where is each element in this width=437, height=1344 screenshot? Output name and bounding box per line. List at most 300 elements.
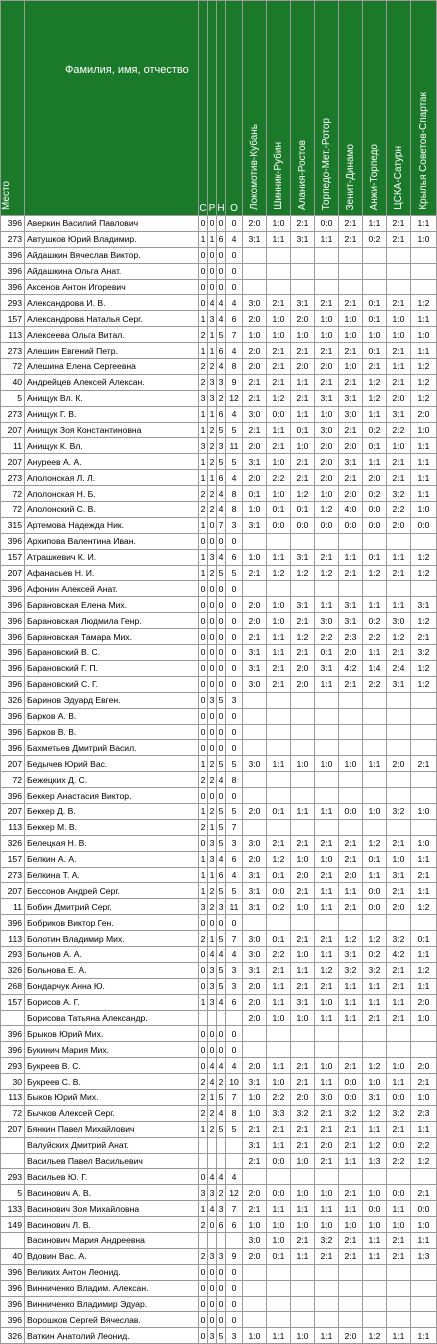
cell-s[interactable]: 0 (199, 1296, 208, 1312)
cell-s[interactable]: 1 (199, 406, 208, 422)
cell-result-7[interactable] (387, 708, 411, 724)
cell-name[interactable]: Бежецких Д. С. (25, 772, 199, 788)
cell-result-2[interactable]: 1:2 (267, 565, 291, 581)
cell-result-5[interactable] (339, 772, 363, 788)
cell-result-4[interactable]: 1:1 (315, 1328, 339, 1344)
cell-o[interactable]: 8 (226, 486, 243, 502)
cell-result-3[interactable]: 1:1 (291, 1201, 315, 1217)
cell-s[interactable]: 2 (199, 1248, 208, 1264)
cell-result-2[interactable]: 1:0 (267, 1074, 291, 1090)
cell-result-8[interactable]: 2:1 (411, 629, 437, 645)
cell-r[interactable]: 0 (208, 629, 217, 645)
cell-result-6[interactable] (363, 533, 387, 549)
cell-o[interactable]: 0 (226, 708, 243, 724)
cell-result-6[interactable]: 1:2 (363, 565, 387, 581)
cell-result-8[interactable] (411, 1264, 437, 1280)
cell-result-6[interactable]: 2:1 (363, 359, 387, 375)
cell-result-4[interactable]: 1:1 (315, 1074, 339, 1090)
cell-result-2[interactable]: 2:1 (267, 660, 291, 676)
cell-o[interactable]: 0 (226, 740, 243, 756)
cell-result-2[interactable]: 1:1 (267, 994, 291, 1010)
cell-o[interactable]: 5 (226, 1121, 243, 1137)
cell-result-4[interactable]: 2:1 (315, 1248, 339, 1264)
cell-n[interactable]: 5 (217, 883, 226, 899)
cell-n[interactable]: 0 (217, 676, 226, 692)
cell-result-2[interactable]: 1:0 (267, 613, 291, 629)
cell-n[interactable]: 4 (217, 1058, 226, 1074)
cell-s[interactable]: 2 (199, 486, 208, 502)
cell-result-2[interactable] (267, 915, 291, 931)
cell-result-7[interactable]: 1:1 (387, 359, 411, 375)
cell-name[interactable]: Васильев Ю. Г. (25, 1169, 199, 1185)
cell-r[interactable]: 3 (208, 374, 217, 390)
cell-result-6[interactable]: 0:1 (363, 311, 387, 327)
cell-result-2[interactable] (267, 263, 291, 279)
cell-n[interactable]: 0 (217, 597, 226, 613)
cell-result-8[interactable] (411, 279, 437, 295)
cell-result-1[interactable] (243, 724, 267, 740)
cell-result-7[interactable]: 0:0 (387, 1137, 411, 1153)
cell-place[interactable]: 273 (1, 231, 25, 247)
cell-result-3[interactable] (291, 1312, 315, 1328)
cell-result-7[interactable] (387, 724, 411, 740)
cell-s[interactable]: 2 (199, 327, 208, 343)
cell-n[interactable]: 4 (217, 502, 226, 518)
cell-result-4[interactable]: 2:1 (315, 343, 339, 359)
cell-result-8[interactable]: 1:2 (411, 549, 437, 565)
cell-result-3[interactable] (291, 533, 315, 549)
cell-result-1[interactable]: 2:1 (243, 1153, 267, 1169)
cell-name[interactable]: Васинович А. В. (25, 1185, 199, 1201)
cell-result-5[interactable]: 0:0 (339, 1089, 363, 1105)
cell-result-3[interactable] (291, 581, 315, 597)
cell-result-2[interactable]: 0:1 (267, 867, 291, 883)
cell-result-2[interactable] (267, 1026, 291, 1042)
cell-result-2[interactable]: 1:2 (267, 851, 291, 867)
cell-o[interactable]: 9 (226, 1248, 243, 1264)
cell-r[interactable]: 0 (208, 676, 217, 692)
cell-n[interactable]: 0 (217, 1264, 226, 1280)
cell-result-2[interactable]: 2:1 (267, 835, 291, 851)
cell-result-2[interactable]: 0:1 (267, 803, 291, 819)
cell-result-5[interactable]: 1:0 (339, 311, 363, 327)
cell-place[interactable]: 396 (1, 1026, 25, 1042)
cell-o[interactable]: 6 (226, 549, 243, 565)
cell-result-4[interactable]: 0:0 (315, 517, 339, 533)
cell-result-4[interactable]: 3:1 (315, 390, 339, 406)
cell-s[interactable]: 2 (199, 1089, 208, 1105)
cell-name[interactable]: Бахметьев Дмитрий Васил. (25, 740, 199, 756)
cell-s[interactable]: 0 (199, 613, 208, 629)
cell-result-3[interactable]: 2:0 (291, 1089, 315, 1105)
cell-place[interactable] (1, 1137, 25, 1153)
cell-result-8[interactable]: 1:2 (411, 613, 437, 629)
cell-place[interactable]: 11 (1, 899, 25, 915)
cell-name[interactable]: Александрова Наталья Серг. (25, 311, 199, 327)
cell-result-1[interactable]: 3:1 (243, 660, 267, 676)
cell-result-8[interactable]: 1:3 (411, 1248, 437, 1264)
cell-result-6[interactable] (363, 724, 387, 740)
cell-result-7[interactable]: 1:1 (387, 597, 411, 613)
cell-n[interactable]: 5 (217, 962, 226, 978)
cell-place[interactable]: 396 (1, 1280, 25, 1296)
cell-name[interactable]: Аверкин Василий Павлович (25, 216, 199, 232)
cell-name[interactable]: Борисов А. Г. (25, 994, 199, 1010)
col-header-r[interactable]: Р (208, 1, 217, 216)
cell-result-3[interactable]: 3:1 (291, 549, 315, 565)
cell-result-2[interactable]: 2:1 (267, 343, 291, 359)
cell-result-5[interactable]: 1:0 (339, 1217, 363, 1233)
cell-place[interactable]: 268 (1, 978, 25, 994)
cell-n[interactable]: 0 (217, 533, 226, 549)
cell-r[interactable]: 3 (208, 1185, 217, 1201)
col-header-name[interactable]: Фамилия, имя, отчество (25, 1, 199, 216)
cell-n[interactable]: 4 (217, 772, 226, 788)
cell-result-4[interactable] (315, 581, 339, 597)
cell-result-8[interactable]: 1:2 (411, 676, 437, 692)
cell-result-3[interactable]: 2:1 (291, 1233, 315, 1249)
cell-result-5[interactable]: 0:0 (339, 1074, 363, 1090)
cell-place[interactable]: 396 (1, 613, 25, 629)
cell-place[interactable] (1, 1153, 25, 1169)
cell-result-4[interactable]: 1:1 (315, 1201, 339, 1217)
cell-r[interactable]: 1 (208, 931, 217, 947)
cell-result-6[interactable]: 1:1 (363, 216, 387, 232)
cell-r[interactable]: 1 (208, 231, 217, 247)
cell-result-3[interactable]: 2:0 (291, 660, 315, 676)
cell-name[interactable]: Барановская Тамара Мих. (25, 629, 199, 645)
cell-result-5[interactable]: 2:1 (339, 470, 363, 486)
cell-result-8[interactable]: 0:0 (411, 1201, 437, 1217)
cell-result-6[interactable]: 0:0 (363, 883, 387, 899)
cell-result-4[interactable] (315, 1312, 339, 1328)
col-header-o[interactable]: О (226, 1, 243, 216)
cell-place[interactable]: 396 (1, 724, 25, 740)
cell-place[interactable]: 293 (1, 295, 25, 311)
cell-result-8[interactable] (411, 1026, 437, 1042)
cell-result-5[interactable]: 1:1 (339, 1153, 363, 1169)
cell-result-4[interactable]: 3:0 (315, 1089, 339, 1105)
cell-result-4[interactable]: 1:0 (315, 1185, 339, 1201)
cell-name[interactable]: Бобин Дмитрий Серг. (25, 899, 199, 915)
cell-result-6[interactable] (363, 788, 387, 804)
cell-name[interactable]: Анищук Г. В. (25, 406, 199, 422)
cell-place[interactable]: 396 (1, 1264, 25, 1280)
cell-o[interactable]: 0 (226, 788, 243, 804)
cell-s[interactable]: 1 (199, 1121, 208, 1137)
cell-o[interactable]: 0 (226, 915, 243, 931)
cell-result-6[interactable]: 0:2 (363, 613, 387, 629)
cell-result-6[interactable]: 0:0 (363, 1201, 387, 1217)
cell-result-8[interactable]: 2:1 (411, 867, 437, 883)
cell-result-8[interactable]: 1:0 (411, 502, 437, 518)
cell-result-7[interactable]: 0:0 (387, 1089, 411, 1105)
cell-result-1[interactable]: 3:1 (243, 517, 267, 533)
cell-r[interactable]: 3 (208, 835, 217, 851)
cell-n[interactable] (217, 1137, 226, 1153)
cell-result-3[interactable]: 1:2 (291, 629, 315, 645)
cell-result-4[interactable] (315, 692, 339, 708)
cell-result-1[interactable]: 3:1 (243, 645, 267, 661)
cell-n[interactable]: 4 (217, 994, 226, 1010)
cell-result-3[interactable] (291, 692, 315, 708)
cell-place[interactable]: 157 (1, 311, 25, 327)
cell-result-7[interactable]: 1:2 (387, 629, 411, 645)
cell-result-1[interactable]: 2:0 (243, 343, 267, 359)
cell-result-3[interactable]: 1:1 (291, 803, 315, 819)
cell-result-3[interactable]: 1:0 (291, 1328, 315, 1344)
cell-result-1[interactable]: 2:1 (243, 422, 267, 438)
col-header-match-7[interactable]: ЦСКА-Сатурн (387, 1, 411, 216)
cell-result-7[interactable]: 3:0 (387, 613, 411, 629)
cell-result-5[interactable]: 1:1 (339, 883, 363, 899)
cell-result-5[interactable]: 0:0 (339, 803, 363, 819)
cell-result-7[interactable] (387, 1169, 411, 1185)
cell-result-7[interactable]: 3:1 (387, 676, 411, 692)
cell-result-5[interactable]: 2:1 (339, 851, 363, 867)
cell-place[interactable]: 207 (1, 565, 25, 581)
cell-result-2[interactable] (267, 724, 291, 740)
cell-result-3[interactable]: 2:1 (291, 978, 315, 994)
cell-result-7[interactable] (387, 1264, 411, 1280)
cell-n[interactable]: 5 (217, 978, 226, 994)
cell-s[interactable]: 1 (199, 470, 208, 486)
cell-s[interactable]: 0 (199, 740, 208, 756)
cell-r[interactable]: 2 (208, 359, 217, 375)
cell-result-4[interactable] (315, 1169, 339, 1185)
cell-result-4[interactable]: 0:1 (315, 645, 339, 661)
cell-s[interactable]: 1 (199, 851, 208, 867)
cell-result-6[interactable] (363, 1042, 387, 1058)
cell-result-5[interactable]: 2:1 (339, 565, 363, 581)
cell-r[interactable]: 2 (208, 756, 217, 772)
cell-result-6[interactable] (363, 581, 387, 597)
cell-result-5[interactable]: 2:1 (339, 676, 363, 692)
cell-result-7[interactable]: 2:1 (387, 343, 411, 359)
cell-n[interactable]: 6 (217, 1217, 226, 1233)
cell-result-8[interactable]: 2:0 (411, 1058, 437, 1074)
cell-result-1[interactable]: 3:1 (243, 1137, 267, 1153)
cell-result-8[interactable]: 0:1 (411, 931, 437, 947)
cell-result-1[interactable]: 2:0 (243, 311, 267, 327)
cell-o[interactable]: 4 (226, 1169, 243, 1185)
cell-result-8[interactable]: 2:0 (411, 406, 437, 422)
cell-result-8[interactable] (411, 819, 437, 835)
cell-result-4[interactable]: 0:0 (315, 216, 339, 232)
cell-result-4[interactable] (315, 1026, 339, 1042)
cell-result-4[interactable] (315, 1280, 339, 1296)
cell-result-2[interactable]: 0:0 (267, 1185, 291, 1201)
cell-n[interactable]: 0 (217, 216, 226, 232)
cell-r[interactable]: 0 (208, 1026, 217, 1042)
cell-result-1[interactable]: 2:0 (243, 597, 267, 613)
cell-result-4[interactable]: 1:0 (315, 1217, 339, 1233)
cell-result-8[interactable]: 1:0 (411, 231, 437, 247)
cell-result-7[interactable]: 2:1 (387, 470, 411, 486)
cell-result-6[interactable] (363, 263, 387, 279)
cell-o[interactable]: 7 (226, 819, 243, 835)
cell-n[interactable]: 4 (217, 311, 226, 327)
cell-result-8[interactable] (411, 581, 437, 597)
cell-result-4[interactable]: 1:1 (315, 231, 339, 247)
cell-result-3[interactable]: 1:0 (291, 1010, 315, 1026)
cell-name[interactable]: Афонин Алексей Анат. (25, 581, 199, 597)
cell-result-6[interactable]: 1:2 (363, 390, 387, 406)
cell-result-5[interactable] (339, 1312, 363, 1328)
cell-result-1[interactable]: 2:0 (243, 613, 267, 629)
cell-s[interactable]: 3 (199, 1185, 208, 1201)
cell-result-4[interactable]: 2:0 (315, 1137, 339, 1153)
cell-result-7[interactable]: 2:1 (387, 565, 411, 581)
cell-result-7[interactable]: 2:0 (387, 517, 411, 533)
cell-n[interactable]: 4 (217, 359, 226, 375)
cell-n[interactable]: 4 (217, 549, 226, 565)
cell-result-7[interactable]: 3:2 (387, 486, 411, 502)
cell-r[interactable]: 4 (208, 295, 217, 311)
cell-result-8[interactable] (411, 692, 437, 708)
cell-result-8[interactable]: 1:2 (411, 374, 437, 390)
cell-r[interactable]: 0 (208, 1042, 217, 1058)
cell-result-5[interactable]: 1:1 (339, 1201, 363, 1217)
cell-name[interactable]: Бессонов Андрей Серг. (25, 883, 199, 899)
cell-result-4[interactable]: 1:0 (315, 406, 339, 422)
cell-result-3[interactable]: 1:1 (291, 374, 315, 390)
cell-result-1[interactable]: 2:0 (243, 978, 267, 994)
cell-result-5[interactable] (339, 1042, 363, 1058)
cell-result-7[interactable]: 3:2 (387, 931, 411, 947)
cell-result-7[interactable]: 2:1 (387, 835, 411, 851)
cell-result-6[interactable] (363, 708, 387, 724)
cell-r[interactable]: 1 (208, 867, 217, 883)
cell-r[interactable]: 2 (208, 438, 217, 454)
cell-result-5[interactable]: 4:0 (339, 502, 363, 518)
cell-result-1[interactable] (243, 708, 267, 724)
cell-result-8[interactable]: 1:1 (411, 311, 437, 327)
cell-result-7[interactable]: 2:1 (387, 645, 411, 661)
cell-r[interactable]: 2 (208, 1105, 217, 1121)
cell-s[interactable]: 1 (199, 517, 208, 533)
cell-o[interactable]: 8 (226, 359, 243, 375)
cell-result-8[interactable]: 1:1 (411, 851, 437, 867)
cell-place[interactable]: 396 (1, 581, 25, 597)
cell-result-6[interactable] (363, 1169, 387, 1185)
cell-n[interactable]: 2 (217, 390, 226, 406)
cell-result-8[interactable]: 1:1 (411, 216, 437, 232)
cell-result-6[interactable]: 1:1 (363, 406, 387, 422)
cell-result-4[interactable] (315, 533, 339, 549)
cell-s[interactable]: 3 (199, 899, 208, 915)
cell-s[interactable]: 2 (199, 772, 208, 788)
cell-result-8[interactable]: 1:0 (411, 835, 437, 851)
cell-result-1[interactable]: 2:1 (243, 1201, 267, 1217)
cell-r[interactable] (208, 1010, 217, 1026)
cell-result-2[interactable] (267, 1169, 291, 1185)
cell-place[interactable]: 396 (1, 1042, 25, 1058)
cell-result-4[interactable]: 2:0 (315, 438, 339, 454)
cell-r[interactable]: 3 (208, 549, 217, 565)
cell-r[interactable]: 1 (208, 470, 217, 486)
cell-result-5[interactable]: 2:1 (339, 1121, 363, 1137)
cell-result-5[interactable] (339, 1264, 363, 1280)
cell-s[interactable]: 1 (199, 867, 208, 883)
cell-result-4[interactable]: 2:0 (315, 470, 339, 486)
cell-result-1[interactable]: 2:1 (243, 565, 267, 581)
cell-o[interactable]: 3 (226, 1328, 243, 1344)
cell-s[interactable]: 0 (199, 1328, 208, 1344)
cell-r[interactable] (208, 1153, 217, 1169)
cell-result-1[interactable]: 2:1 (243, 629, 267, 645)
cell-result-1[interactable] (243, 819, 267, 835)
cell-result-7[interactable] (387, 915, 411, 931)
cell-result-5[interactable]: 1:1 (339, 1010, 363, 1026)
cell-n[interactable]: 5 (217, 1328, 226, 1344)
cell-result-7[interactable] (387, 692, 411, 708)
cell-n[interactable]: 6 (217, 470, 226, 486)
cell-result-6[interactable] (363, 1264, 387, 1280)
cell-r[interactable]: 4 (208, 1058, 217, 1074)
cell-r[interactable]: 0 (208, 533, 217, 549)
cell-r[interactable]: 0 (208, 517, 217, 533)
cell-result-4[interactable]: 1:1 (315, 946, 339, 962)
cell-s[interactable]: 0 (199, 915, 208, 931)
cell-result-8[interactable]: 1:2 (411, 660, 437, 676)
cell-place[interactable]: 72 (1, 486, 25, 502)
cell-result-7[interactable] (387, 279, 411, 295)
cell-result-7[interactable]: 2:1 (387, 374, 411, 390)
cell-result-7[interactable]: 2:0 (387, 390, 411, 406)
cell-result-2[interactable]: 1:0 (267, 1217, 291, 1233)
cell-result-3[interactable]: 1:2 (291, 486, 315, 502)
cell-name[interactable]: Бобриков Виктор Ген. (25, 915, 199, 931)
cell-result-3[interactable]: 1:0 (291, 899, 315, 915)
cell-result-1[interactable] (243, 581, 267, 597)
cell-o[interactable]: 0 (226, 645, 243, 661)
cell-result-6[interactable]: 1:0 (363, 803, 387, 819)
cell-n[interactable]: 0 (217, 645, 226, 661)
cell-name[interactable]: Васильев Павел Васильевич (25, 1153, 199, 1169)
cell-r[interactable]: 3 (208, 311, 217, 327)
cell-result-2[interactable] (267, 788, 291, 804)
cell-name[interactable]: Белкин А. А. (25, 851, 199, 867)
cell-result-5[interactable]: 2:1 (339, 1137, 363, 1153)
cell-result-5[interactable]: 1:2 (339, 931, 363, 947)
cell-r[interactable] (208, 1233, 217, 1249)
cell-result-1[interactable]: 3:0 (243, 946, 267, 962)
cell-result-1[interactable] (243, 740, 267, 756)
cell-result-1[interactable]: 3:0 (243, 756, 267, 772)
cell-result-5[interactable]: 3:2 (339, 962, 363, 978)
cell-place[interactable]: 396 (1, 915, 25, 931)
cell-r[interactable]: 0 (208, 1312, 217, 1328)
cell-s[interactable]: 0 (199, 962, 208, 978)
cell-r[interactable]: 2 (208, 486, 217, 502)
cell-result-3[interactable] (291, 1296, 315, 1312)
cell-result-2[interactable] (267, 581, 291, 597)
cell-result-5[interactable] (339, 1296, 363, 1312)
cell-result-5[interactable]: 1:0 (339, 359, 363, 375)
cell-result-2[interactable] (267, 1280, 291, 1296)
cell-result-3[interactable] (291, 1026, 315, 1042)
cell-result-5[interactable]: 3:1 (339, 597, 363, 613)
cell-result-6[interactable]: 0:1 (363, 438, 387, 454)
cell-o[interactable]: 6 (226, 311, 243, 327)
cell-place[interactable]: 207 (1, 422, 25, 438)
cell-result-2[interactable]: 0:2 (267, 899, 291, 915)
cell-s[interactable]: 0 (199, 247, 208, 263)
cell-n[interactable]: 4 (217, 486, 226, 502)
cell-result-7[interactable]: 2:2 (387, 502, 411, 518)
cell-name[interactable]: Анищук К. Вл. (25, 438, 199, 454)
